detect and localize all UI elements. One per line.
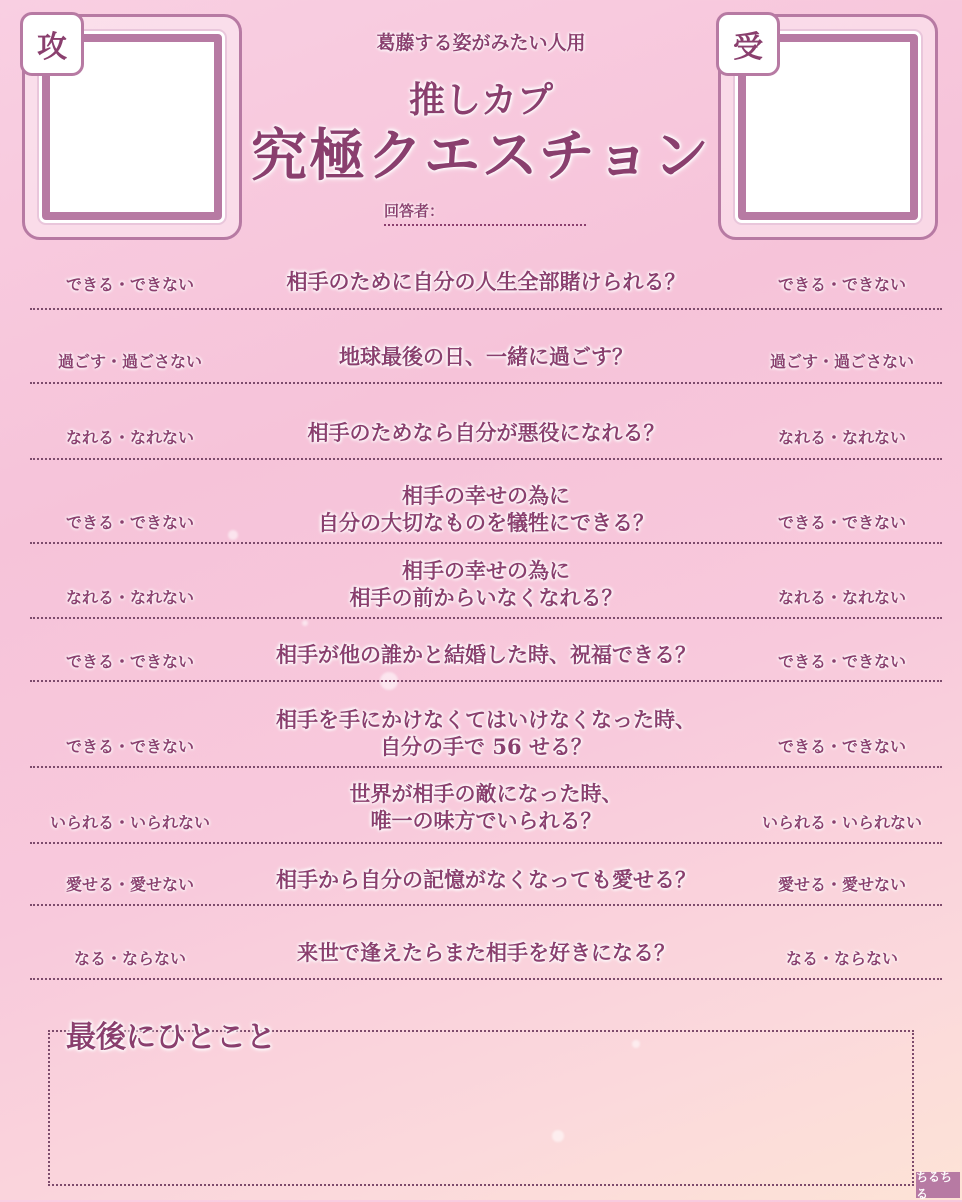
right-answer[interactable]: 過ごす・過ごさない xyxy=(769,352,914,371)
right-answer[interactable]: 愛せる・愛せない xyxy=(777,875,906,894)
brand-logo: ちるちる xyxy=(916,1172,960,1198)
question-text: 相手のためなら自分が悪役になれる？ xyxy=(307,420,665,445)
comment-title: 最後にひとこと xyxy=(66,1020,276,1055)
right-answer[interactable]: できる・できない xyxy=(777,652,906,671)
question-row xyxy=(30,704,942,768)
question-text: 相手を手にかけなくてはいけなくなった時、 自分の手で 56 せる？ xyxy=(276,707,696,759)
left-answer[interactable]: できる・できない xyxy=(65,652,194,671)
question-row xyxy=(30,262,942,310)
question-text: 相手の幸せの為に 自分の大切なものを犠牲にできる？ xyxy=(318,483,654,535)
question-row xyxy=(30,478,942,544)
question-text: 相手のために自分の人生全部賭けられる？ xyxy=(286,269,686,294)
question-row xyxy=(30,934,942,980)
question-text: 相手が他の誰かと結婚した時、祝福できる？ xyxy=(276,642,696,667)
left-answer[interactable]: できる・できない xyxy=(65,513,194,532)
right-answer[interactable]: できる・できない xyxy=(777,737,906,756)
left-answer[interactable]: できる・できない xyxy=(65,737,194,756)
right-answer[interactable]: なれる・なれない xyxy=(777,588,906,607)
left-answer[interactable]: なれる・なれない xyxy=(65,588,194,607)
left-answer[interactable]: 過ごす・過ごさない xyxy=(57,352,202,371)
question-text: 世界が相手の敵になった時、 唯一の味方でいられる？ xyxy=(349,781,623,833)
title-line-2: 究極クエスチョン xyxy=(250,123,712,189)
seme-tag: 攻 xyxy=(20,12,84,76)
question-text: 相手から自分の記憶がなくなっても愛せる？ xyxy=(276,867,696,892)
left-answer[interactable]: なる・ならない xyxy=(73,949,186,968)
question-text: 相手の幸せの為に 相手の前からいなくなれる？ xyxy=(349,558,623,610)
left-answer[interactable]: 愛せる・愛せない xyxy=(65,875,194,894)
uke-tag: 受 xyxy=(716,12,780,76)
right-answer[interactable]: なる・ならない xyxy=(785,949,898,968)
question-row xyxy=(30,636,942,682)
question-row xyxy=(30,778,942,844)
question-row xyxy=(30,555,942,619)
subtitle: 葛藤する姿がみたい人用 xyxy=(376,32,586,54)
left-answer[interactable]: いられる・いられない xyxy=(49,813,210,832)
right-answer[interactable]: できる・できない xyxy=(777,275,906,294)
right-answer[interactable]: いられる・いられない xyxy=(761,813,922,832)
respondent-label: 回答者： xyxy=(384,202,445,220)
left-answer[interactable]: なれる・なれない xyxy=(65,428,194,447)
left-answer[interactable]: できる・できない xyxy=(65,275,194,294)
title-line-1: 推しカプ xyxy=(408,79,553,121)
question-text: 来世で逢えたらまた相手を好きになる？ xyxy=(297,940,675,965)
bokeh-decoration xyxy=(302,620,308,626)
right-answer[interactable]: できる・できない xyxy=(777,513,906,532)
right-answer[interactable]: なれる・なれない xyxy=(777,428,906,447)
respondent-field[interactable] xyxy=(384,200,586,226)
question-row xyxy=(30,862,942,906)
question-text: 地球最後の日、一緒に過ごす？ xyxy=(339,344,633,369)
question-row xyxy=(30,412,942,460)
question-row xyxy=(30,336,942,384)
